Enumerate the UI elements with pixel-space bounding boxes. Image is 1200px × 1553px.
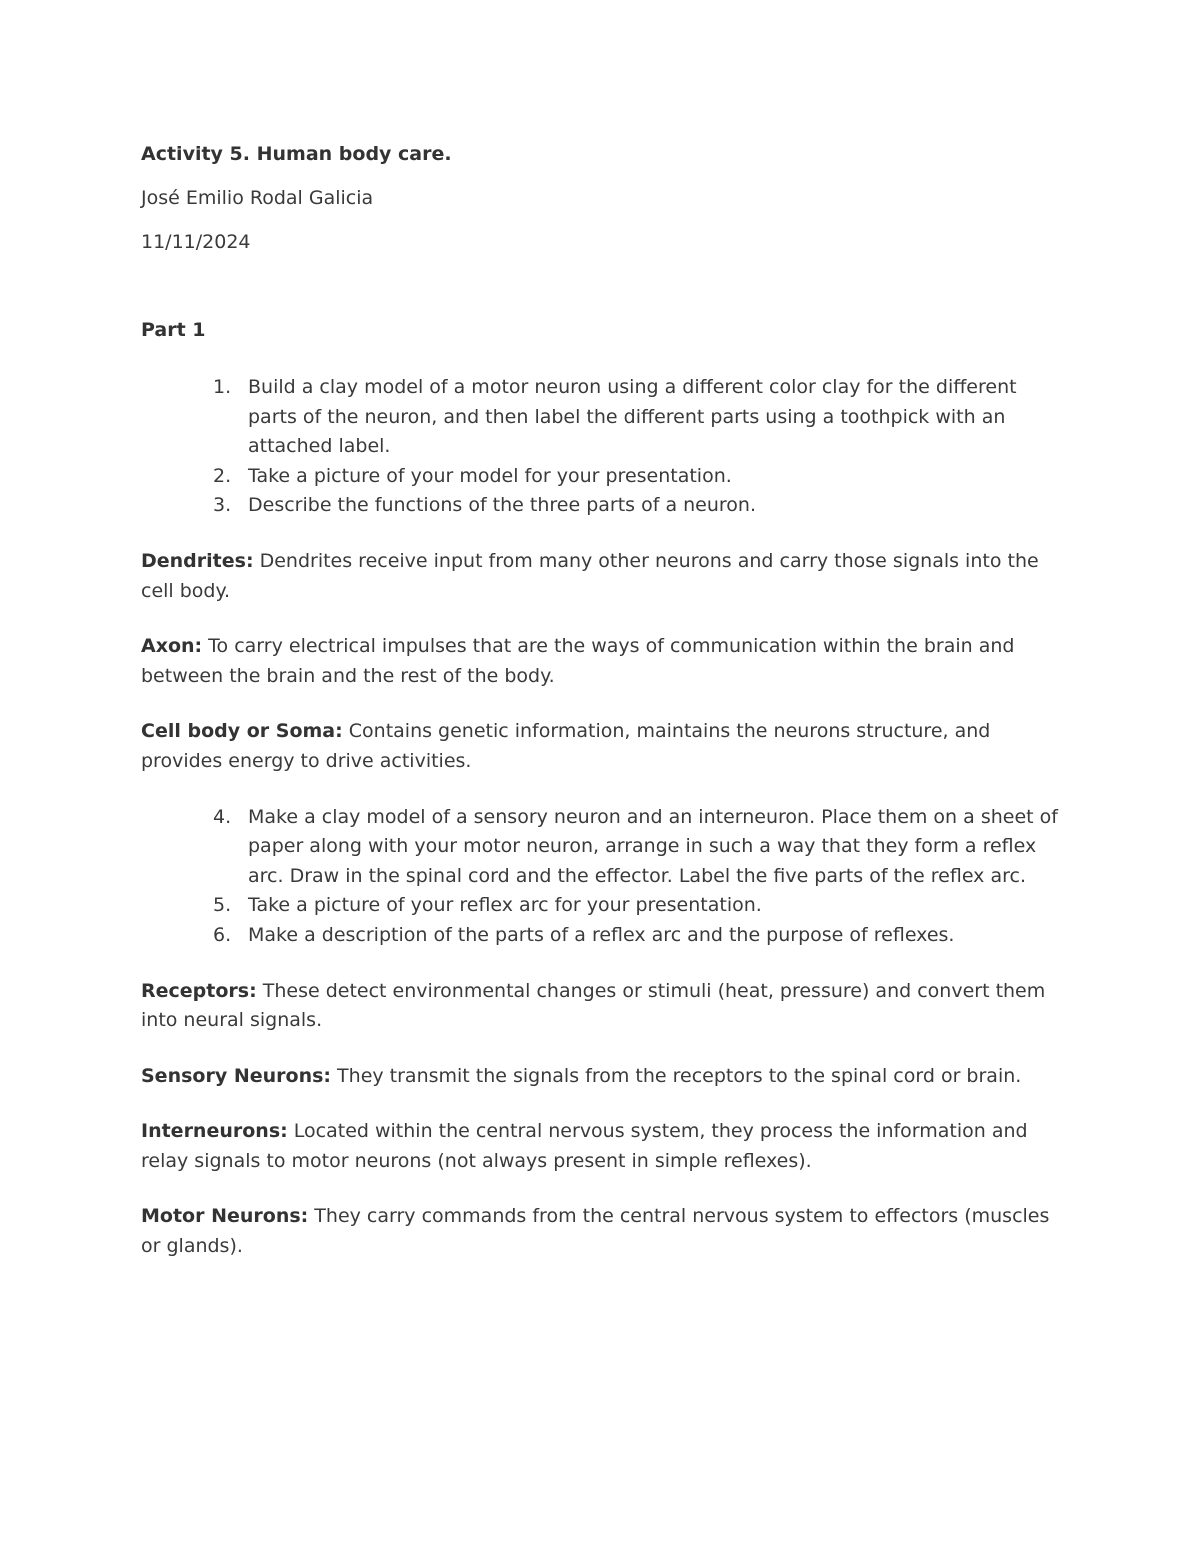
definition-term: Axon: — [141, 635, 203, 658]
list-item-text: Make a description of the parts of a reflex arc and the purpose of reflexes. — [248, 923, 955, 946]
definition-term: Cell body or Soma: — [141, 720, 343, 743]
definition-receptors — [141, 977, 1071, 1036]
list-item — [141, 921, 1071, 951]
list-item-text: Make a clay model of a sensory neuron and an interneuron. Place them on a sheet of paper along with your motor neuron, arrange in such a way that they form a reflex arc. Draw in the spinal cord and the effector. Label the five parts of the reflex arc. — [248, 805, 1058, 887]
list-item-text: Take a picture of your model for your presentation. — [248, 464, 732, 487]
list-item — [141, 803, 1071, 892]
list-item-number: 1. — [213, 376, 232, 398]
definition-text: To carry electrical impulses that are the ways of communication within the brain and between the brain and the rest of the body. — [141, 635, 1015, 687]
steps-list-second — [141, 803, 1071, 951]
definition-interneurons — [141, 1117, 1071, 1176]
definition-text: They transmit the signals from the receptors to the spinal cord or brain. — [331, 1064, 1022, 1087]
definition-text: Contains genetic information, maintains the neurons structure, and provides energy to drive activities. — [141, 720, 991, 772]
list-item — [141, 462, 1071, 492]
author-name: José Emilio Rodal Galicia — [141, 187, 374, 209]
definition-term: Interneurons: — [141, 1120, 288, 1143]
list-item-text: Build a clay model of a motor neuron using a different color clay for the different parts of the neuron, and then label the different parts using a toothpick with an attached label. — [248, 376, 1017, 458]
definition-sensory-neurons — [141, 1062, 1071, 1092]
definition-term: Receptors: — [141, 979, 257, 1002]
definition-term: Sensory Neurons: — [141, 1064, 331, 1087]
list-item-number: 4. — [213, 805, 232, 828]
steps-list-first — [141, 373, 1071, 521]
part-heading: Part 1 — [141, 319, 206, 341]
definition-text: These detect environmental changes or stimuli (heat, pressure) and convert them into neural signals. — [141, 979, 1046, 1032]
list-item — [141, 891, 1071, 921]
list-item — [141, 373, 1071, 462]
definition-text: They carry commands from the central nervous system to effectors (muscles or glands). — [141, 1205, 1050, 1258]
list-item-text: Describe the functions of the three parts of a neuron. — [248, 494, 757, 517]
definition-motor-neurons — [141, 1202, 1071, 1261]
list-item-number: 5. — [213, 894, 232, 917]
definition-dendrites — [141, 547, 1071, 606]
list-item-number: 2. — [213, 464, 232, 487]
definition-term: Motor Neurons: — [141, 1205, 309, 1228]
list-item-text: Take a picture of your reflex arc for your presentation. — [248, 894, 762, 917]
document-date: 11/11/2024 — [141, 231, 251, 253]
list-item-number: 3. — [213, 494, 232, 517]
list-item-number: 6. — [213, 923, 232, 946]
definition-text: Located within the central nervous system, they process the information and relay signals to motor neurons (not always present in simple reflexes). — [141, 1120, 1028, 1172]
definition-cell-body — [141, 717, 1071, 776]
list-item — [141, 491, 1071, 521]
definition-text: Dendrites receive input from many other neurons and carry those signals into the cell body. — [141, 549, 1039, 602]
document-content — [141, 139, 1071, 1262]
definition-term: Dendrites: — [141, 549, 254, 572]
document-title: Activity 5. Human body care. — [141, 143, 452, 165]
definition-axon — [141, 632, 1071, 691]
